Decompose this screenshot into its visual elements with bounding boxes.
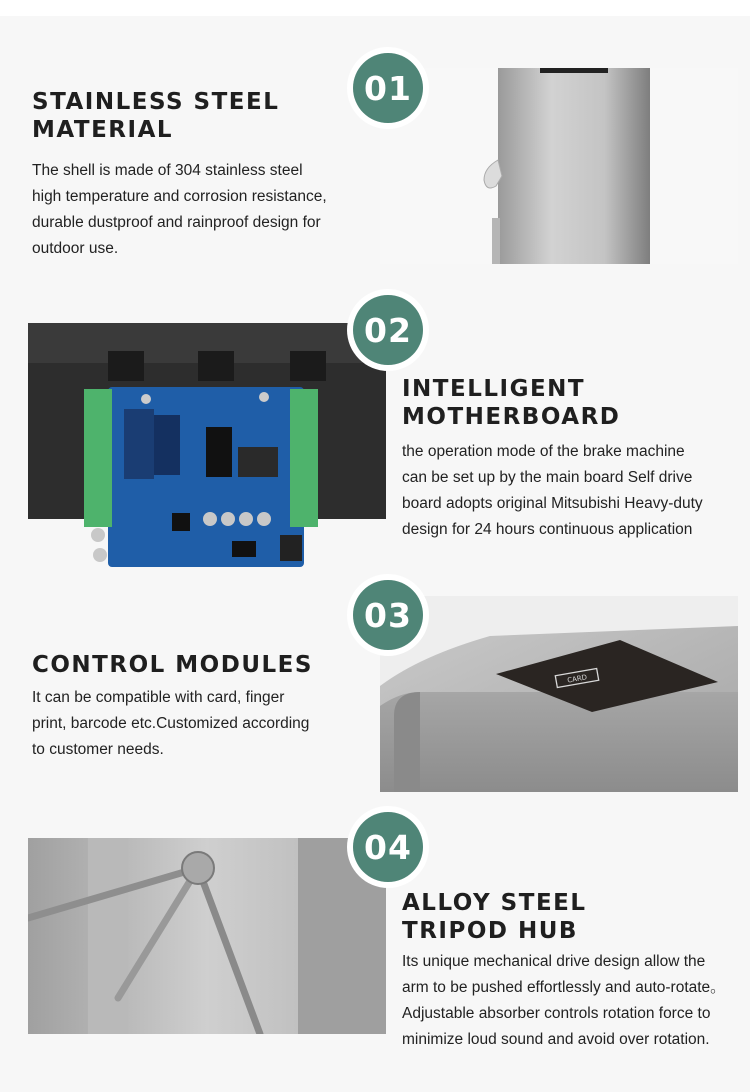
motherboard-image xyxy=(28,323,386,571)
section-number-badge: 04 xyxy=(353,812,423,882)
tripod-arm-image xyxy=(28,838,386,1034)
feature-stainless-steel xyxy=(0,0,750,280)
section-description: It can be compatible with card, finger print, barcode etc.Customized according to customer needs. xyxy=(32,689,310,758)
card-reader-image xyxy=(380,596,738,792)
section-title: STAINLESS STEEL MATERIAL xyxy=(32,89,280,143)
card-reader-label: CARD xyxy=(566,673,588,685)
section-description: the operation mode of the brake machine can be set up by the main board Self drive board adopts original Mitsubishi Heavy-duty design for 24 hours continuous application xyxy=(402,443,703,538)
turnstile-stainless-image xyxy=(380,68,738,264)
section-number-badge: 01 xyxy=(353,53,423,123)
feature-tripod-hub xyxy=(0,805,750,1092)
section-number-badge: 02 xyxy=(353,295,423,365)
feature-motherboard xyxy=(0,280,750,570)
section-title: INTELLIGENT MOTHERBOARD xyxy=(402,376,621,430)
section-description: The shell is made of 304 stainless steel high temperature and corrosion resistance, durable dustproof and rainproof design for outdoor use. xyxy=(32,162,327,257)
feature-control-modules xyxy=(0,570,750,805)
section-title: CONTROL MODULES xyxy=(32,652,313,678)
section-description: Its unique mechanical drive design allow the arm to be pushed effortlessly and auto-rotate。 Adjustable absorber controls rotation force to minimize loud sound and avoid over rotation. xyxy=(402,953,726,1048)
section-number-badge: 03 xyxy=(353,580,423,650)
section-title: ALLOY STEEL TRIPOD HUB xyxy=(402,890,587,944)
